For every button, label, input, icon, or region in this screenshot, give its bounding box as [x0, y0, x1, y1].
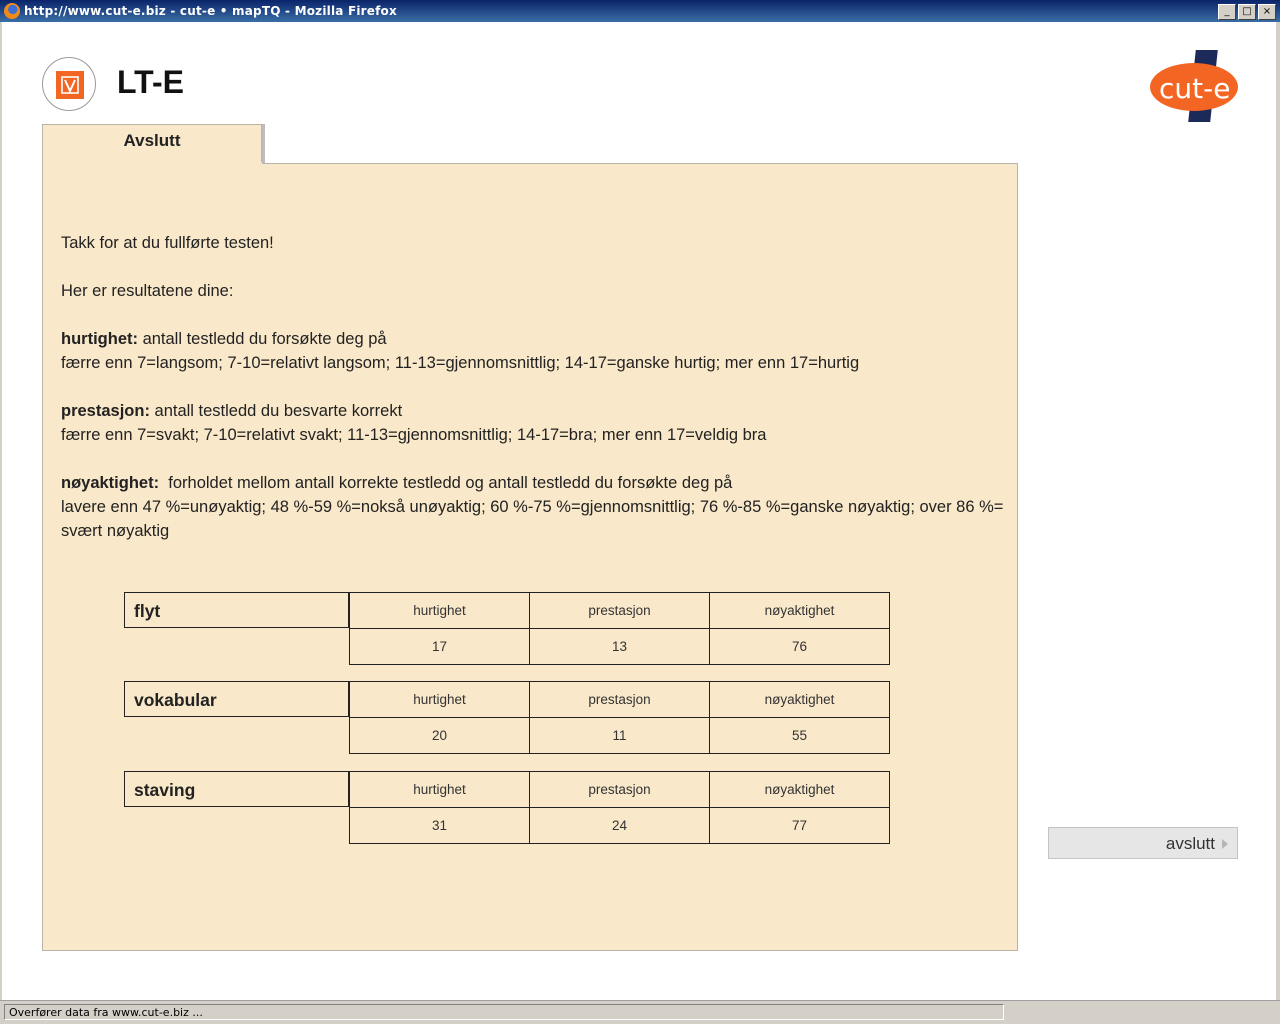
scale-prestasjon: færre enn 7=svakt; 7-10=relativt svakt; 11-13=gjennomsnittlig; 14-17=bra; mer enn 17=veldig bra [61, 426, 767, 444]
result-table-flyt [124, 592, 891, 666]
result-name: staving [124, 771, 349, 807]
lt-e-logo-icon [42, 57, 96, 111]
status-text: Overfører data fra www.cut-e.biz ... [4, 1004, 1004, 1020]
window-titlebar [0, 0, 1280, 22]
firefox-icon [4, 3, 20, 19]
minimize-button[interactable]: _ [1218, 4, 1236, 20]
definition-noyaktighet: nøyaktighet: forholdet mellom antall korrekte testledd og antall testledd du forsøkte deg på [61, 474, 733, 492]
scale-noyaktighet: lavere enn 47 %=unøyaktig; 48 %-59 %=nokså unøyaktig; 60 %-75 %=gjennomsnittlig; 76 %-85 %=ganske nøyaktig; over 86 %= svært nøyaktig [61, 498, 1004, 540]
header-hurtighet: hurtighet [349, 681, 530, 718]
tab-avslutt [42, 124, 262, 164]
results-intro: Her er resultatene dine: [61, 282, 234, 300]
window-title: http://www.cut-e.biz - cut-e • mapTQ - Mozilla Firefox [24, 4, 397, 18]
cut-e-logo [1150, 48, 1242, 124]
brand-name: cut-e [1159, 72, 1231, 105]
window-frame-left [0, 22, 2, 1000]
header-prestasjon: prestasjon [529, 592, 710, 629]
header-noyaktighet: nøyaktighet [709, 592, 890, 629]
result-table-staving [124, 771, 891, 845]
header-prestasjon: prestasjon [529, 771, 710, 808]
window-controls [1218, 4, 1276, 20]
window-frame-right [1276, 22, 1280, 1000]
definition-hurtighet: hurtighet: antall testledd du forsøkte deg på [61, 330, 387, 348]
value-noyaktighet: 76 [709, 628, 890, 665]
value-noyaktighet: 77 [709, 807, 890, 844]
value-hurtighet: 31 [349, 807, 530, 844]
close-button[interactable]: × [1258, 4, 1276, 20]
header-noyaktighet: nøyaktighet [709, 771, 890, 808]
definition-prestasjon: prestasjon: antall testledd du besvarte korrekt [61, 402, 403, 420]
value-noyaktighet: 55 [709, 717, 890, 754]
avslutt-button[interactable] [1048, 827, 1238, 859]
maximize-button[interactable]: □ [1238, 4, 1256, 20]
results-text [61, 231, 1006, 543]
avslutt-label: avslutt [1165, 834, 1215, 853]
value-hurtighet: 17 [349, 628, 530, 665]
tab-label: Avslutt [123, 131, 181, 150]
header-hurtighet: hurtighet [349, 771, 530, 808]
thanks-text: Takk for at du fullførte testen! [61, 234, 274, 252]
value-prestasjon: 24 [529, 807, 710, 844]
arrow-right-icon [1222, 839, 1228, 849]
scale-hurtighet: færre enn 7=langsom; 7-10=relativt langsom; 11-13=gjennomsnittlig; 14-17=ganske hurtig; mer enn 17=hurtig [61, 354, 860, 372]
result-name: flyt [124, 592, 349, 628]
value-prestasjon: 13 [529, 628, 710, 665]
result-table-vokabular [124, 681, 891, 755]
app-title: LT-E [117, 64, 184, 100]
header-noyaktighet: nøyaktighet [709, 681, 890, 718]
result-name: vokabular [124, 681, 349, 717]
value-prestasjon: 11 [529, 717, 710, 754]
value-hurtighet: 20 [349, 717, 530, 754]
status-bar [0, 1000, 1280, 1024]
header-hurtighet: hurtighet [349, 592, 530, 629]
header-prestasjon: prestasjon [529, 681, 710, 718]
